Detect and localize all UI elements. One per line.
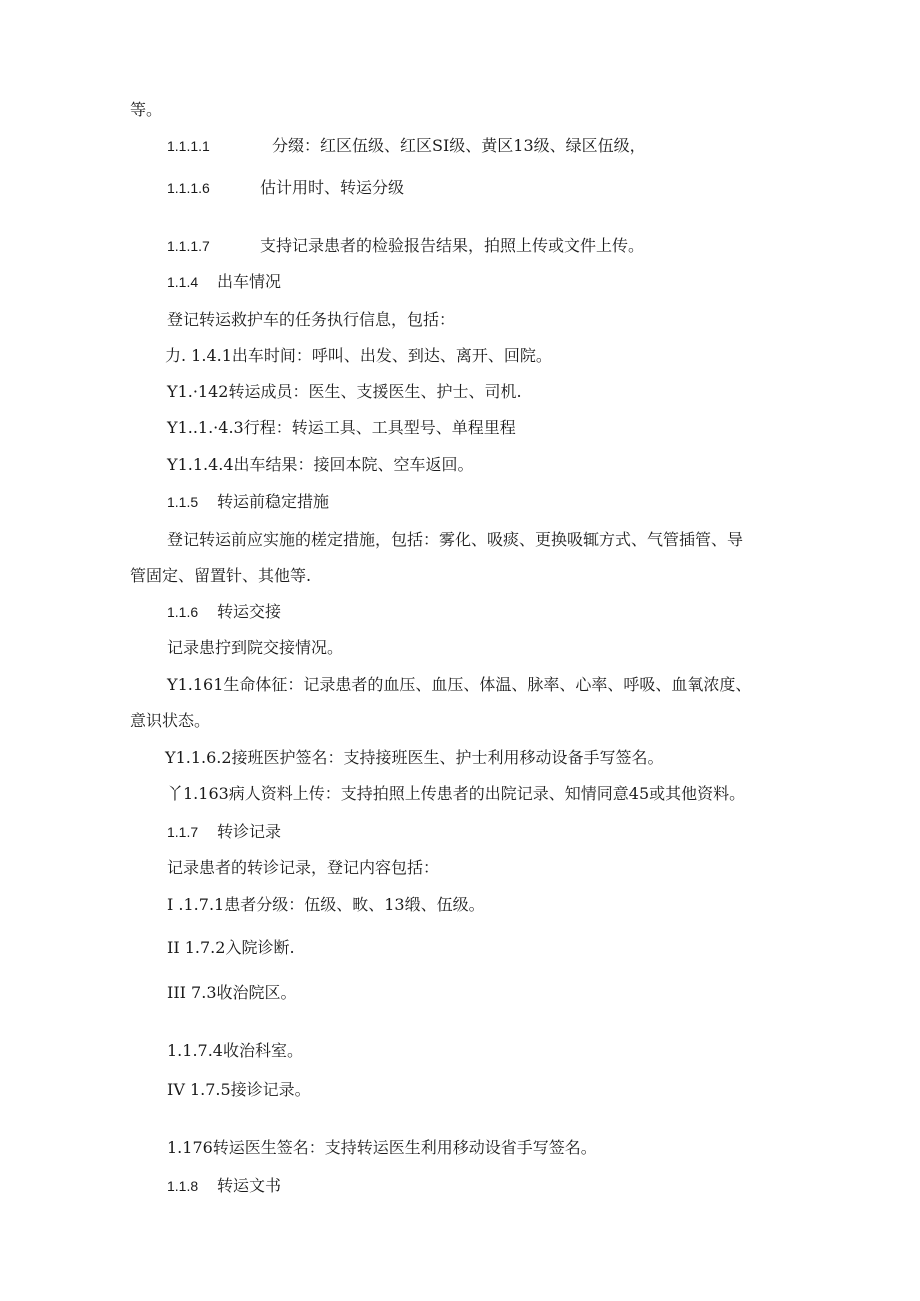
section-number: 1.1.4	[167, 274, 199, 290]
section-heading-1-1-8	[167, 1176, 282, 1196]
section-title: 出车情况	[217, 272, 282, 291]
section-title: 转运前稳定措施	[217, 492, 330, 511]
paragraph: 登记转运前应实施的槎定措施，包括：雾化、吸痰、更换吸辄方式、气管插管、导	[167, 530, 744, 549]
item-number: 1.1.1.1	[167, 138, 210, 154]
section-number: 1.1.7	[167, 824, 199, 840]
section-title: 转运交接	[217, 602, 282, 621]
item-text: 分缀：红区伍级、红区SI级、黄区13级、绿区伍级，	[272, 136, 646, 155]
list-item: III 7.3收治院区。	[167, 983, 297, 1002]
list-item: Y1..1.·4.3行程：转运工具、工具型号、单程里程	[167, 418, 516, 437]
paragraph-continuation: 等。	[130, 100, 163, 119]
paragraph: 记录患者的转诊记录，登记内容包括：	[167, 858, 440, 877]
list-item: 1.176转运医生签名：支持转运医生利用移动设省手写签名。	[167, 1138, 597, 1157]
section-title: 转诊记录	[217, 822, 282, 841]
list-item: Y1.·142转运成员：医生、支援医生、护士、司机.	[167, 382, 522, 401]
section-title: 转运文书	[217, 1176, 282, 1195]
list-item: Y1.1.4.4出车结果：接回本院、空车返回。	[167, 455, 474, 474]
item-number: 1.1.1.6	[167, 180, 210, 196]
item-number: 1.1.1.7	[167, 238, 210, 254]
item-text: 估计用时、转运分级	[260, 178, 405, 197]
list-item: Y1.161生命体征：记录患者的血压、血压、体温、脉率、心率、呼吸、血氧浓度、	[167, 675, 752, 694]
paragraph: 登记转运救护车的任务执行信息，包括：	[167, 310, 456, 329]
list-item: Y1.1.6.2接班医护签名：支持接班医生、护士利用移动设备手写签名。	[165, 748, 664, 767]
section-heading-1-1-4	[167, 272, 282, 292]
section-heading-1-1-6	[167, 602, 282, 622]
section-number: 1.1.5	[167, 494, 199, 510]
section-number: 1.1.8	[167, 1178, 199, 1194]
list-item: IV 1.7.5接诊记录。	[167, 1080, 311, 1099]
list-item: I .1.7.1患者分级：伍级、畋、13缎、伍级。	[167, 895, 485, 914]
list-item: 1.1.7.4收治科室。	[167, 1041, 303, 1060]
list-item: II 1.7.2入院诊断.	[167, 938, 295, 957]
list-item: 力. 1.4.1出车时间：呼叫、出发、到达、离开、回院。	[165, 346, 552, 365]
paragraph-continuation: 意识状态。	[130, 711, 211, 730]
section-heading-1-1-7	[167, 822, 282, 842]
list-item: 丫1.163病人资料上传：支持拍照上传患者的出院记录、知情同意45或其他资料。	[167, 784, 746, 803]
item-1-1-1-6	[167, 178, 405, 198]
paragraph-continuation: 管固定、留置针、其他等.	[130, 566, 312, 585]
item-1-1-1-7	[167, 236, 645, 256]
paragraph: 记录患拧到院交接情况。	[167, 638, 344, 657]
item-1-1-1-1	[167, 136, 646, 156]
item-text: 支持记录患者的检验报告结果，拍照上传或文件上传。	[260, 236, 645, 255]
section-heading-1-1-5	[167, 492, 330, 512]
section-number: 1.1.6	[167, 604, 199, 620]
